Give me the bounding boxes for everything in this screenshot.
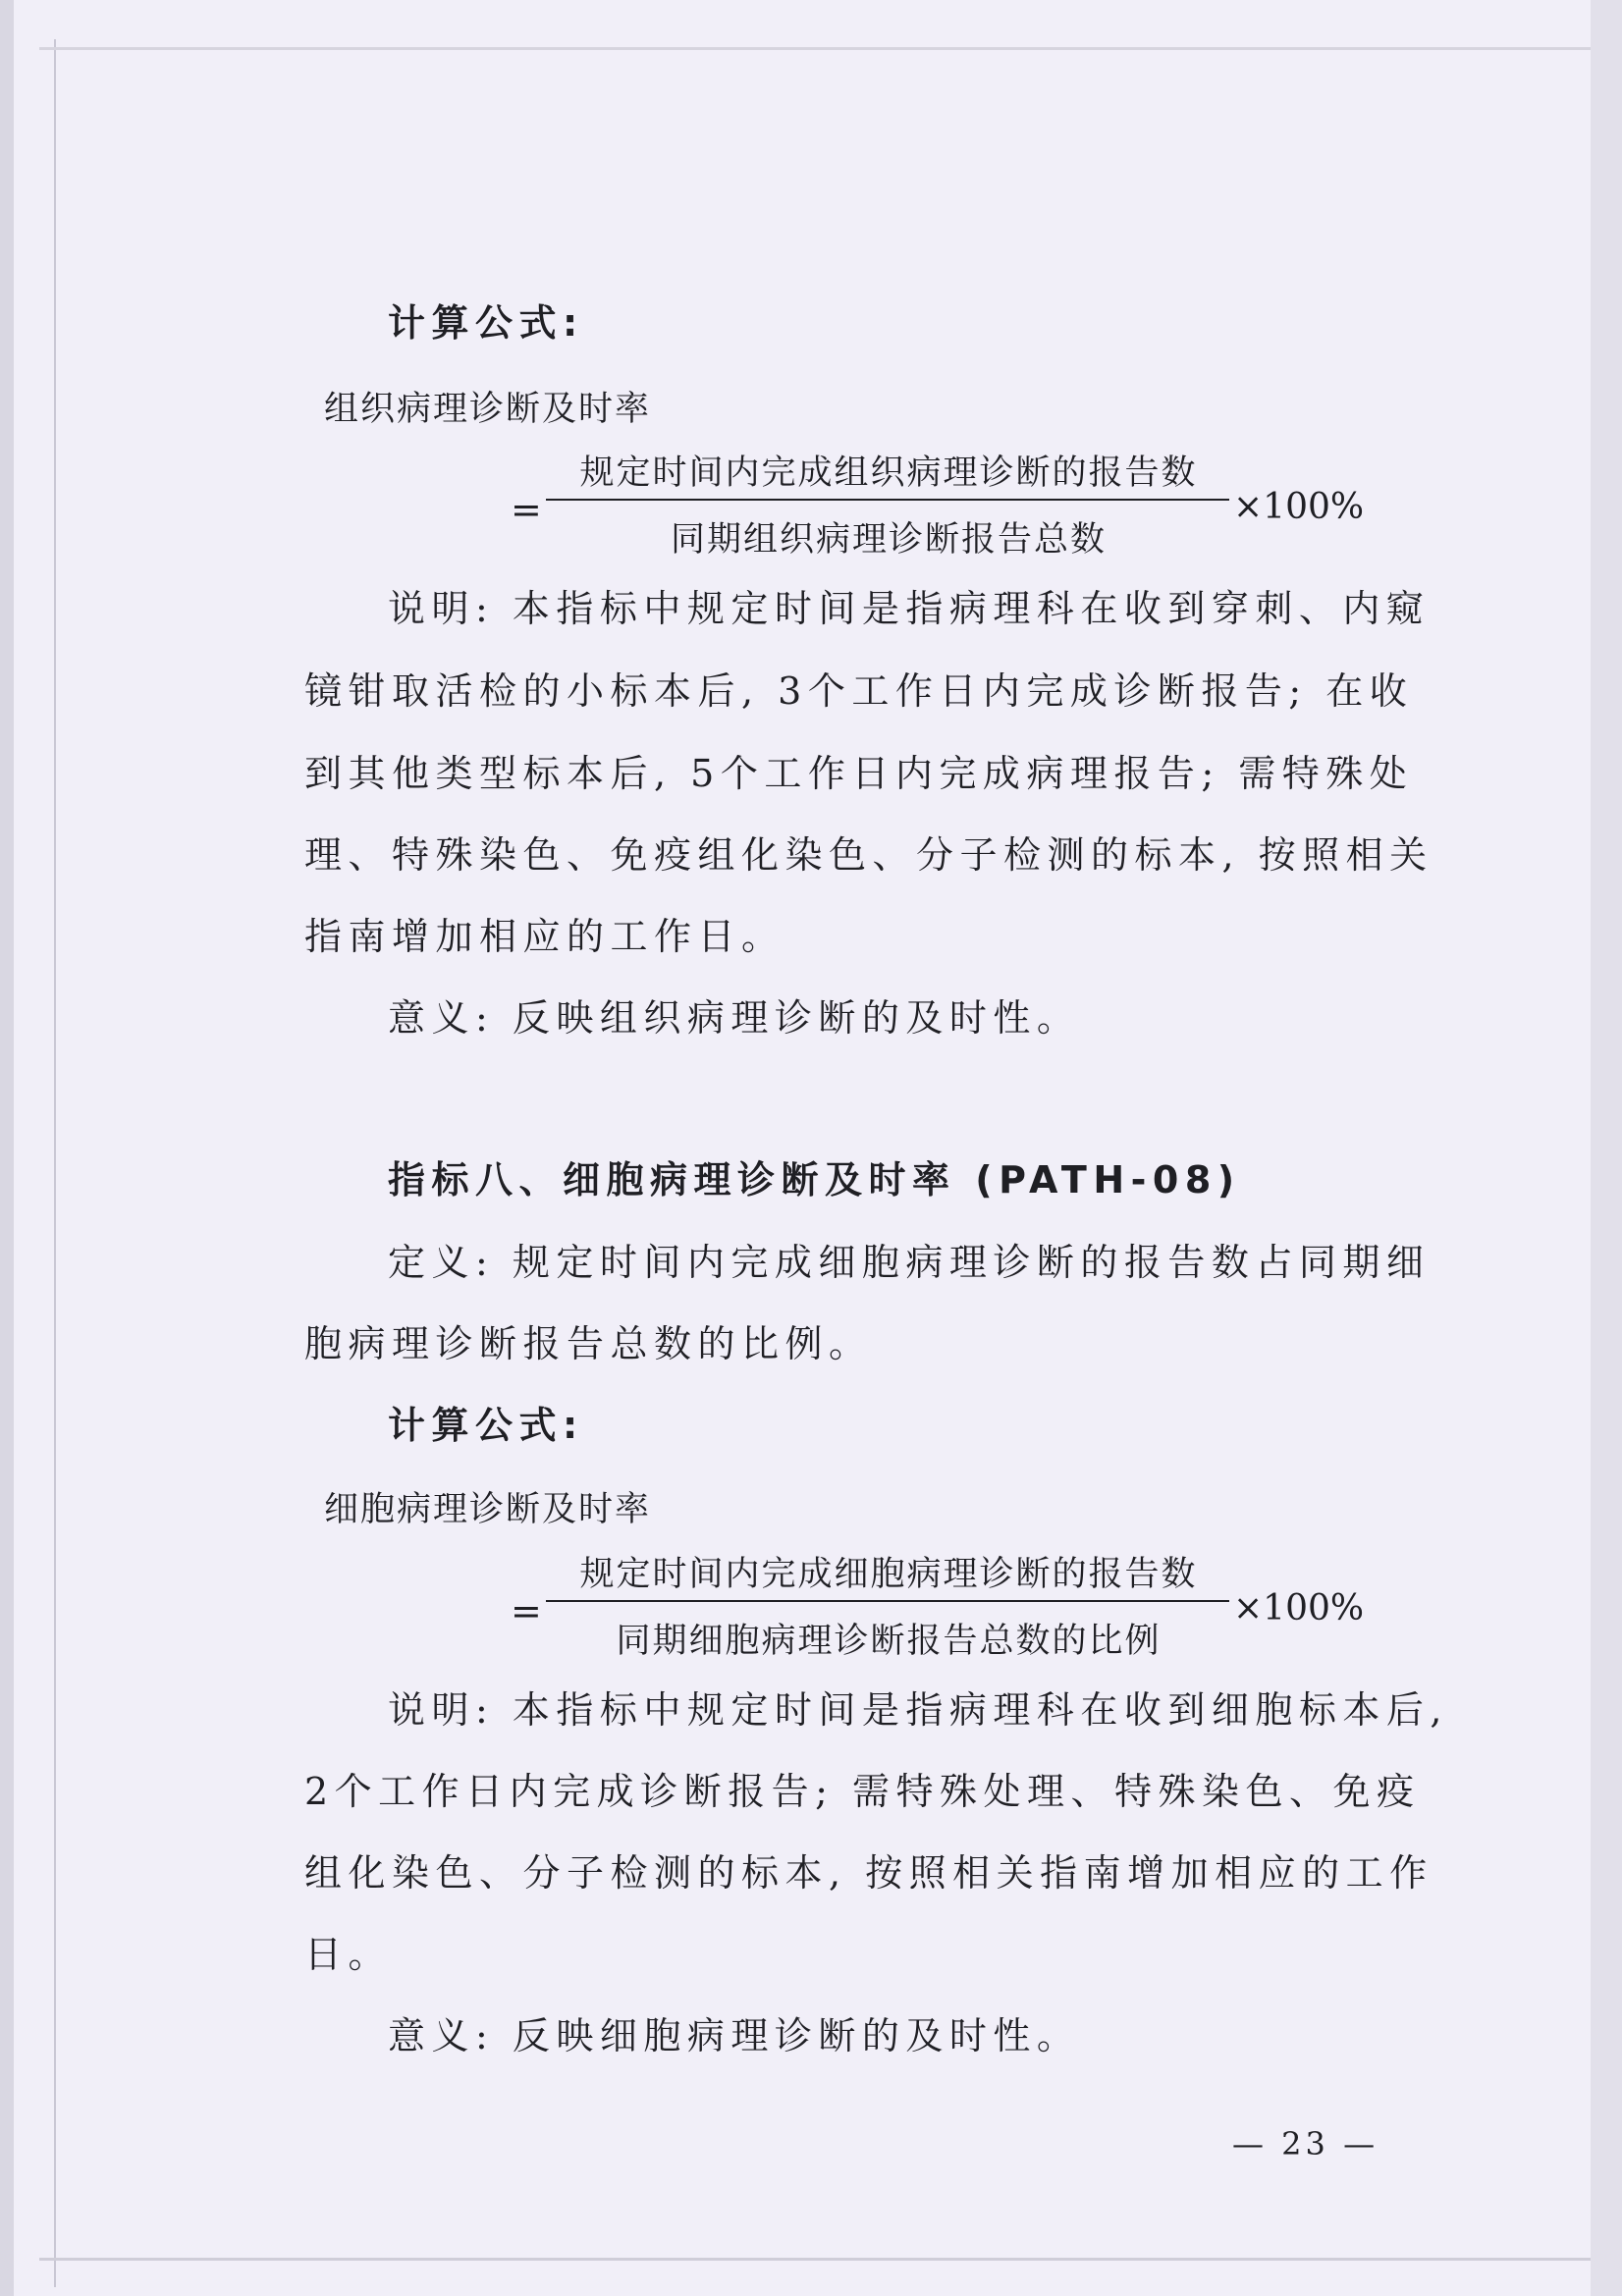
- formula-heading: 计算公式:: [388, 301, 584, 345]
- formula-label: 细胞病理诊断及时率: [324, 1490, 652, 1529]
- fraction-bar: [546, 499, 1229, 501]
- equals-sign: =: [511, 1589, 542, 1632]
- indicator-title: 指标八、细胞病理诊断及时率 (PATH-08): [388, 1158, 1241, 1201]
- formula-heading: 计算公式:: [388, 1404, 584, 1447]
- definition-line: 定义: 规定时间内完成细胞病理诊断的报告数占同期细: [388, 1241, 1431, 1284]
- fraction-denominator: 同期细胞病理诊断报告总数的比例: [616, 1622, 1162, 1661]
- page-number: — 23 —: [1232, 2125, 1379, 2163]
- note-line: 到其他类型标本后, 5个工作日内完成病理报告; 需特殊处: [304, 752, 1414, 795]
- note-line: 指南增加相应的工作日。: [304, 915, 785, 958]
- note-line: 2个工作日内完成诊断报告; 需特殊处理、特殊染色、免疫: [304, 1770, 1421, 1813]
- equals-sign: =: [511, 488, 542, 531]
- definition-line: 胞病理诊断报告总数的比例。: [304, 1322, 873, 1365]
- fraction-numerator: 规定时间内完成细胞病理诊断的报告数: [579, 1555, 1198, 1594]
- fraction-numerator: 规定时间内完成组织病理诊断的报告数: [579, 454, 1198, 493]
- formula-label: 组织病理诊断及时率: [324, 390, 652, 429]
- note-line: 日。: [304, 1933, 393, 1976]
- note-line: 说明: 本指标中规定时间是指病理科在收到细胞标本后,: [388, 1688, 1448, 1732]
- meaning-line: 意义: 反映组织病理诊断的及时性。: [388, 996, 1081, 1040]
- meaning-line: 意义: 反映细胞病理诊断的及时性。: [388, 2014, 1081, 2057]
- fraction-bar: [546, 1600, 1229, 1602]
- multiplier: ×100%: [1233, 487, 1365, 527]
- multiplier: ×100%: [1233, 1588, 1365, 1629]
- fraction-denominator: 同期组织病理诊断报告总数: [670, 520, 1107, 560]
- note-line: 理、特殊染色、免疫组化染色、分子检测的标本, 按照相关: [304, 833, 1433, 877]
- note-line: 组化染色、分子检测的标本, 按照相关指南增加相应的工作: [304, 1851, 1433, 1895]
- note-line: 说明: 本指标中规定时间是指病理科在收到穿刺、内窥: [388, 587, 1431, 630]
- note-line: 镜钳取活检的小标本后, 3个工作日内完成诊断报告; 在收: [304, 669, 1414, 713]
